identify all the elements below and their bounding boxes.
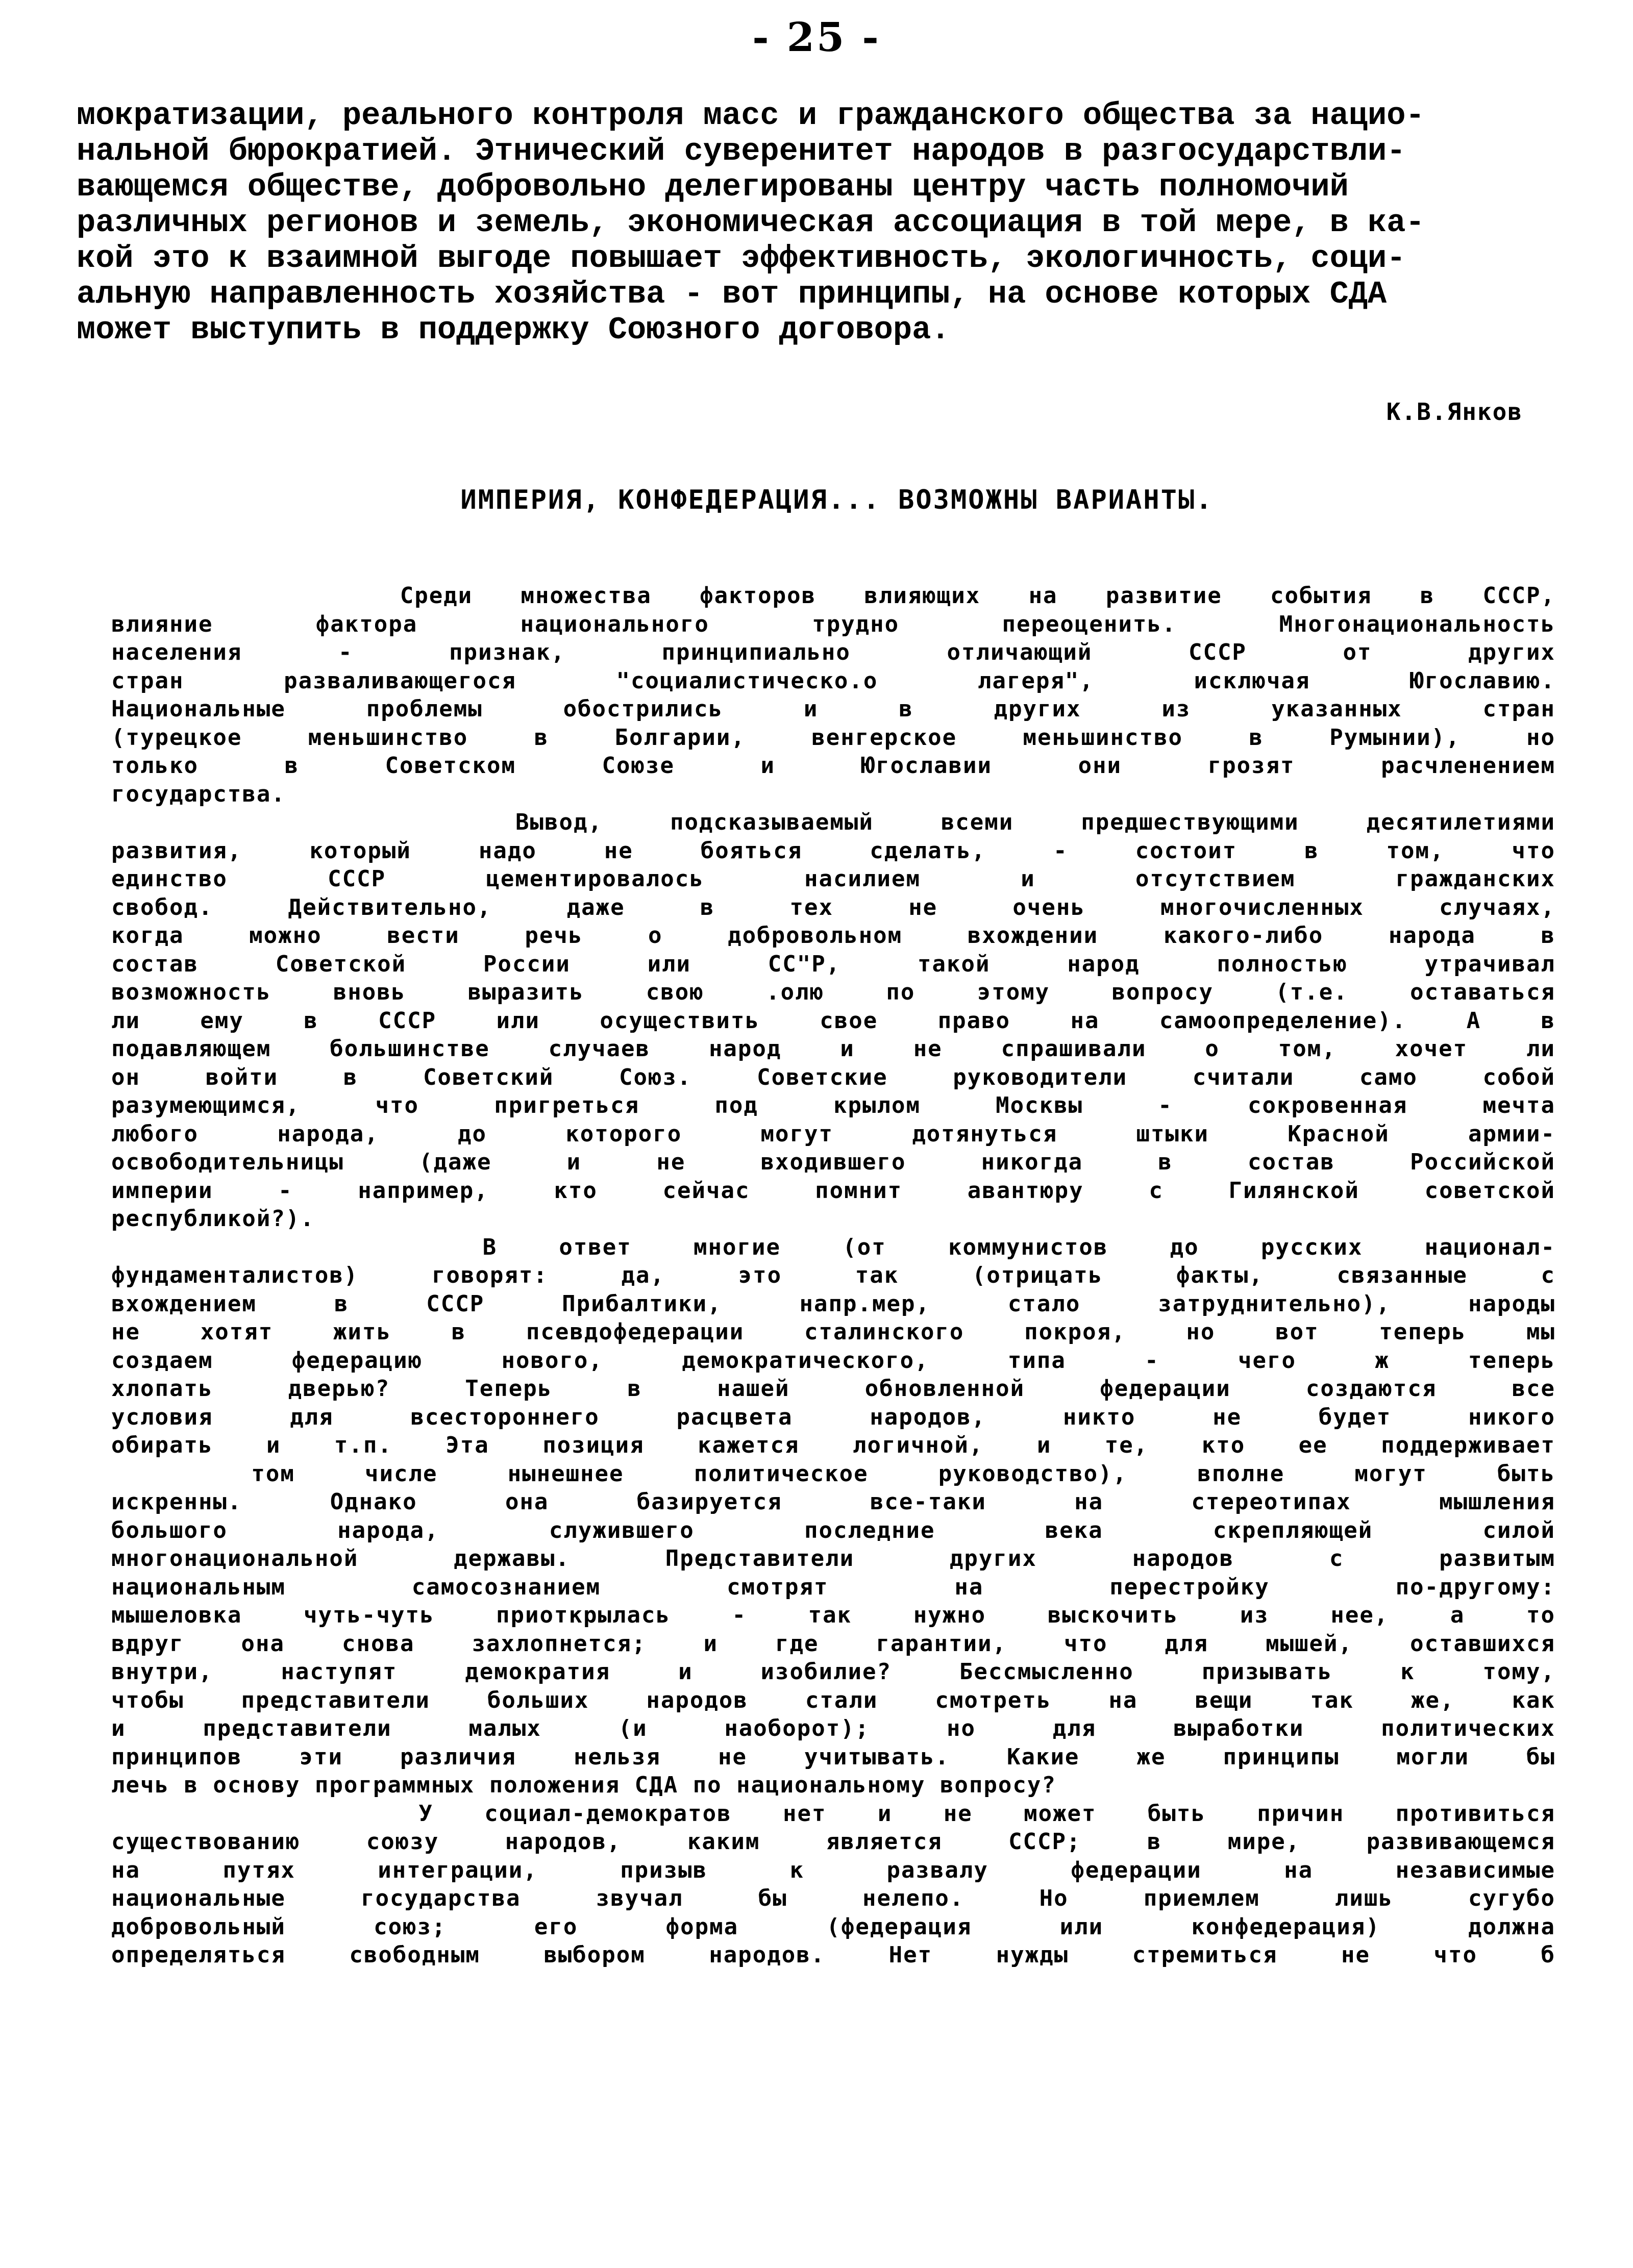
text-line: условия для всестороннего расцвета народов, никто не будет никого <box>111 1404 1555 1430</box>
text-line: чтобы представители больших народов стали смотреть на вещи так же, как <box>111 1687 1555 1713</box>
text-line: свобод. Действительно, даже в тех не очень многочисленных случаях, <box>111 894 1555 920</box>
text-line: (турецкое меньшинство в Болгарии, венгерское меньшинство в Румынии), но <box>111 724 1555 751</box>
text-line: альную направленность хозяйства - вот принципы, на основе которых СДА <box>77 276 1387 312</box>
text-line: вающемся обществе, добровольно делегированы центру часть полномочий <box>77 169 1349 205</box>
article-body <box>111 582 1555 1970</box>
continuation-paragraph <box>77 98 1500 348</box>
text-line: влияние фактора национального трудно переоценить. Многонациональность <box>111 611 1555 637</box>
text-line: Среди множества факторов влияющих на развитие события в СССР, <box>111 583 1555 609</box>
article-title: ИМПЕРИЯ, КОНФЕДЕРАЦИЯ... ВОЗМОЖНЫ ВАРИАНТЫ. <box>460 485 1214 515</box>
text-line: искренны. Однако она базируется все-таки на стереотипах мышления <box>111 1489 1555 1515</box>
text-line: вдруг она снова захлопнется; и где гарантии, что для мышей, оставшихся <box>111 1630 1555 1657</box>
text-line: существованию союзу народов, каким является СССР; в мире, развивающемся <box>111 1829 1555 1855</box>
text-line: многонациональной державы. Представители других народов с развитым <box>111 1546 1555 1572</box>
text-line: кой это к взаимной выгоде повышает эффективность, экологичность, соци- <box>77 240 1406 277</box>
text-line: добровольный союз; его форма (федерация или конфедерация) должна <box>111 1913 1555 1940</box>
text-line: империи - например, кто сейчас помнит авантюру с Гилянской советской <box>111 1177 1555 1204</box>
text-line: большого народа, служившего последние века скрепляющей силой <box>111 1517 1555 1543</box>
text-line: населения - признак, принципиально отличающий СССР от других <box>111 639 1555 665</box>
text-line: может выступить в поддержку Союзного договора. <box>77 312 950 348</box>
text-line: хлопать дверью? Теперь в нашей обновленной федерации создаются все <box>111 1376 1555 1402</box>
text-line: любого народа, до которого могут дотянуться штыки Красной армии- <box>111 1120 1555 1147</box>
text-line: создаем федерацию нового, демократического, типа - чего ж теперь <box>111 1347 1555 1374</box>
text-line: Национальные проблемы обострились и в других из указанных стран <box>111 696 1555 722</box>
text-line: подавляющем большинстве случаев народ и не спрашивали о том, хочет ли <box>111 1036 1555 1062</box>
text-line: возможность вновь выразить свою .олю по этому вопросу (т.е. оставаться <box>111 979 1555 1005</box>
text-line: национальные государства звучал бы нелепо. Но приемлем лишь сугубо <box>111 1885 1555 1911</box>
text-line: В ответ многие (от коммунистов до русских национал- <box>111 1234 1555 1260</box>
page-number: - 25 - <box>752 14 881 61</box>
article-author: К.В.Янков <box>1386 398 1523 426</box>
text-line: мократизации, реального контроля масс и гражданского общества за нацио- <box>77 97 1425 134</box>
text-line: состав Советской России или СС"Р, такой народ полностью утрачивал <box>111 951 1555 977</box>
text-line: и представители малых (и наоборот); но для выработки политических <box>111 1715 1555 1741</box>
text-line: стран разваливающегося "социалистическо.о лагеря", исключая Югославию. <box>111 667 1555 694</box>
text-line: только в Советском Союзе и Югославии они грозят расчленением <box>111 753 1555 779</box>
text-line: Вывод, подсказываемый всеми предшествующими десятилетиями <box>111 809 1555 835</box>
text-line: У социал-демократов нет и не может быть причин противиться <box>111 1800 1555 1827</box>
text-line: он войти в Советский Союз. Советские руководители считали само собой <box>111 1064 1555 1090</box>
text-line: на путях интеграции, призыв к развалу федерации на независимые <box>111 1857 1555 1883</box>
text-line: определяться свободным выбором народов. Нет нужды стремиться не что б <box>111 1942 1555 1968</box>
text-line: внутри, наступят демократия и изобилие? Бессмысленно призывать к тому, <box>111 1659 1555 1685</box>
text-line: вхождением в СССР Прибалтики, напр.мер, стало затруднительно), народы <box>111 1290 1555 1317</box>
text-line: единство СССР цементировалось насилием и отсутствием гражданских <box>111 866 1555 892</box>
text-line: мышеловка чуть-чуть приоткрылась - так нужно выскочить из нее, а то <box>111 1602 1555 1628</box>
text-line: различных регионов и земель, экономическая ассоциация в той мере, в ка- <box>77 205 1425 241</box>
text-line: освободительницы (даже и не входившего никогда в состав Российской <box>111 1149 1555 1175</box>
text-line: обирать и т.п. Эта позиция кажется логичной, и те, кто ее поддерживает <box>111 1432 1555 1458</box>
text-line: государства. <box>111 781 286 807</box>
text-line: том числе нынешнее политическое руководство), вполне могут быть <box>111 1460 1555 1487</box>
text-line: принципов эти различия нельзя не учитывать. Какие же принципы могли бы <box>111 1743 1555 1770</box>
text-line: лечь в основу программных положения СДА по национальному вопросу? <box>111 1772 1056 1798</box>
text-line: нальной бюрократией. Этнический суверенитет народов в разгосударствли- <box>77 133 1406 169</box>
text-line: национальным самосознанием смотрят на перестройку по-другому: <box>111 1574 1555 1600</box>
text-line: развития, который надо не бояться сделать, - состоит в том, что <box>111 837 1555 864</box>
text-line: разумеющимся, что пригреться под крылом Москвы - сокровенная мечта <box>111 1092 1555 1118</box>
text-line: ли ему в СССР или осуществить свое право на самоопределение). А в <box>111 1007 1555 1034</box>
text-line: не хотят жить в псевдофедерации сталинского покроя, но вот теперь мы <box>111 1319 1555 1345</box>
text-line: республикой?). <box>111 1206 315 1232</box>
text-line: фундаменталистов) говорят: да, это так (отрицать факты, связанные с <box>111 1262 1555 1288</box>
text-line: когда можно вести речь о добровольном вхождении какого-либо народа в <box>111 923 1555 949</box>
